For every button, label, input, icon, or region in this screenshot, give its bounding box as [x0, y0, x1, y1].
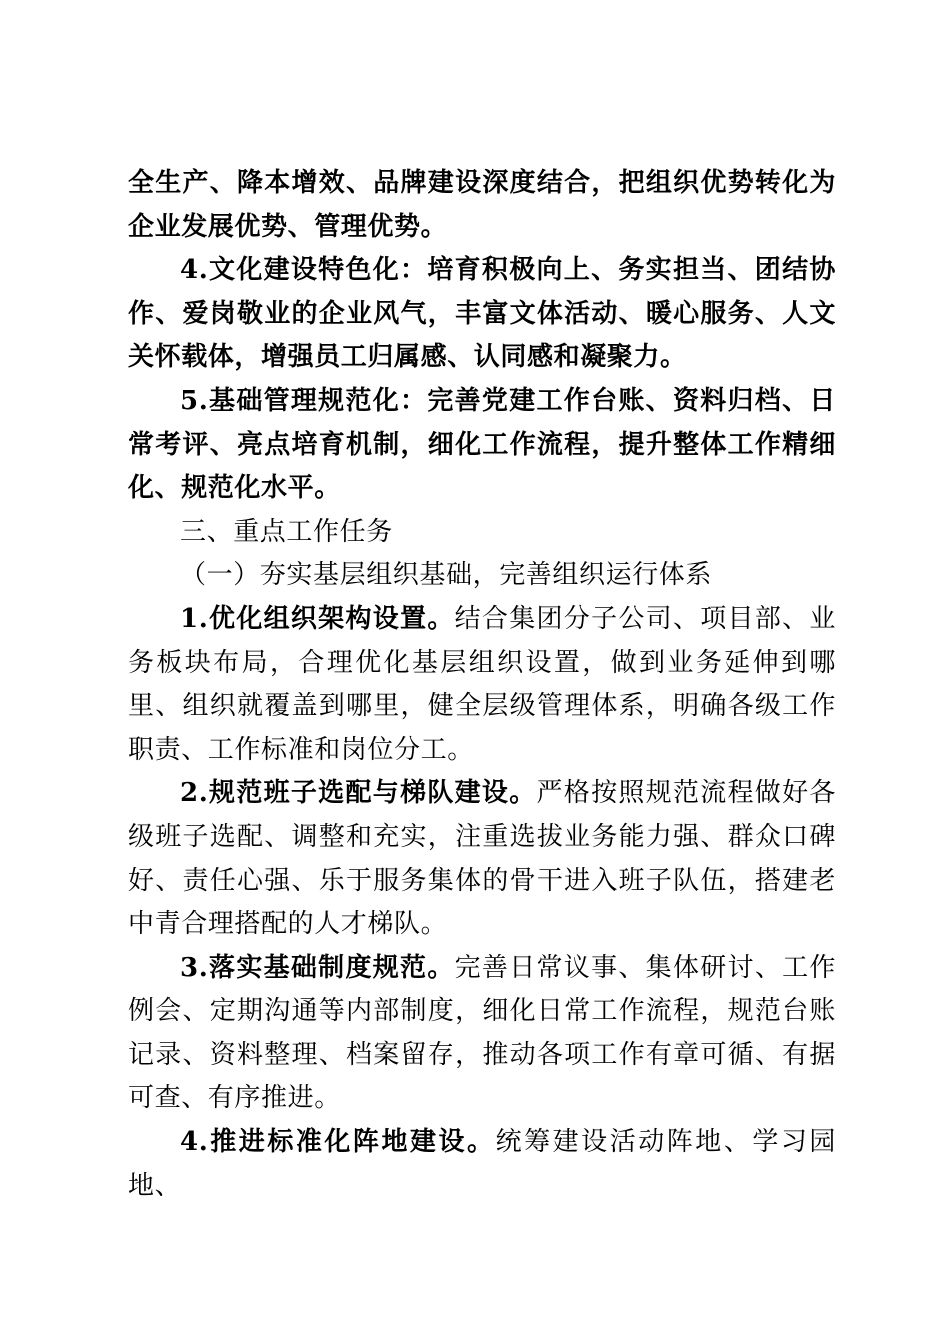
paragraph-culture-building: 4.文化建设特色化：培育积极向上、务实担当、团结协作、爱岗敬业的企业风气，丰富文体活动、暖心服务、人文关怀载体，增强员工归属感、认同感和凝聚力。 — [128, 255, 836, 373]
item-body: 严格按照规范流程做好各级班子选配、调整和充实，注重选拔业务能力强、群众口碑好、责任心强、乐于服务集体的骨干进入班子队伍，搭建老中青合理搭配的人才梯队。 — [128, 778, 836, 940]
item-standard-venue — [128, 1121, 836, 1208]
item-title: 3.落实基础制度规范。 — [180, 952, 455, 983]
paragraph-basic-management: 5.基础管理规范化：完善党建工作台账、资料归档、日常考评、亮点培育机制，细化工作流程，提升整体工作精细化、规范化水平。 — [128, 385, 836, 504]
document-body — [128, 162, 836, 1208]
item-team-selection — [128, 772, 836, 946]
item-basic-rules — [128, 947, 836, 1121]
item-title: 1.优化组织架构设置。 — [180, 603, 455, 634]
item-body: 结合集团分子公司、项目部、业务板块布局，合理优化基层组织设置，做到业务延伸到哪里、组织就覆盖到哪里，健全层级管理体系，明确各级工作职责、工作标准和岗位分工。 — [128, 603, 836, 765]
item-title: 4.推进标准化阵地建设。 — [180, 1127, 496, 1158]
paragraph-continuation: 全生产、降本增效、品牌建设深度结合，把组织优势转化为企业发展优势、管理优势。 — [128, 168, 836, 242]
subsection-heading-organization: （一）夯实基层组织基础，完善组织运行体系 — [180, 560, 713, 591]
item-optimize-structure — [128, 598, 836, 772]
section-heading-key-tasks: 三、重点工作任务 — [180, 516, 393, 547]
item-title: 2.规范班子选配与梯队建设。 — [180, 778, 537, 809]
item-body: 完善日常议事、集体研讨、工作例会、定期沟通等内部制度，细化日常工作流程，规范台账记录、资料整理、档案留存，推动各项工作有章可循、有据可查、有序推进。 — [128, 952, 836, 1114]
item-body: 统筹建设活动阵地、学习园地、 — [128, 1127, 837, 1201]
